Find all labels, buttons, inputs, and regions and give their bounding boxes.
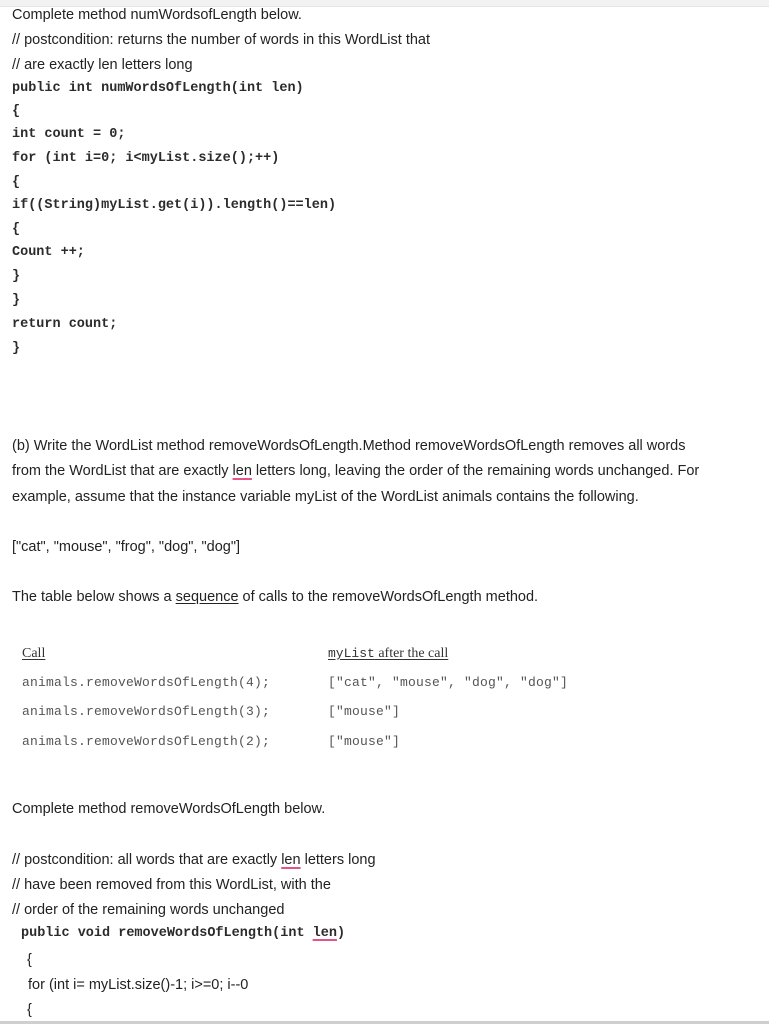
table-header-mylist-after	[328, 645, 448, 663]
code-line: }	[12, 269, 21, 284]
method-signature	[21, 925, 345, 943]
code-line: {	[12, 104, 21, 119]
text-span: The table below shows a	[12, 589, 176, 605]
table-cell-result: ["mouse"]	[328, 704, 401, 719]
part-a-comment-1: // postcondition: returns the number of words in this WordList that	[12, 32, 431, 48]
code-line: }	[12, 341, 21, 356]
text-span: )	[336, 926, 346, 941]
example-list: ["cat", "mouse", "frog", "dog", "dog"]	[12, 539, 240, 555]
table-header-call: Call	[22, 646, 46, 661]
code-brace: {	[27, 952, 32, 968]
text-span: letters long, leaving the order of the remaining words unchanged. For	[251, 463, 700, 479]
code-line: }	[12, 293, 21, 308]
part-b-paragraph-line-3: example, assume that the instance variable myList of the WordList animals contains the following.	[12, 489, 639, 505]
part-b-paragraph-line-1: (b) Write the WordList method removeWordsOfLength.Method removeWordsOfLength removes all words	[12, 438, 686, 454]
part-a-intro: Complete method numWordsofLength below.	[12, 7, 302, 23]
spellcheck-word-len: len	[312, 926, 337, 941]
text-span: from the WordList that are exactly	[12, 463, 233, 479]
code-line: int count = 0;	[12, 127, 126, 142]
code-line: for (int i=0; i<myList.size();++)	[12, 151, 280, 166]
part-a-comment-2: // are exactly len letters long	[12, 57, 193, 73]
part-b2-comment-1	[12, 851, 376, 869]
table-cell-call: animals.removeWordsOfLength(2);	[22, 734, 271, 749]
text-span: myList	[328, 646, 375, 661]
part-b-paragraph-line-2	[12, 462, 699, 480]
part-b2-intro: Complete method removeWordsOfLength below.	[12, 801, 326, 817]
part-b2-comment-2: // have been removed from this WordList, with the	[12, 877, 331, 893]
table-cell-call: animals.removeWordsOfLength(3);	[22, 704, 271, 719]
table-intro	[12, 588, 538, 606]
text-span: // postcondition: all words that are exactly	[12, 852, 282, 868]
code-line: Count ++;	[12, 245, 85, 260]
text-span: after the call	[374, 646, 449, 661]
code-line: {	[12, 222, 21, 237]
code-line: public int numWordsOfLength(int len)	[12, 81, 304, 96]
text-span: public void removeWordsOfLength(int	[21, 926, 313, 941]
code-line: {	[12, 175, 21, 190]
spellcheck-word-len: len	[232, 463, 252, 479]
text-span: of calls to the removeWordsOfLength method.	[238, 589, 539, 605]
code-line: return count;	[12, 317, 118, 332]
part-b2-comment-3: // order of the remaining words unchanged	[12, 902, 285, 918]
for-loop-line: for (int i= myList.size()-1; i>=0; i--0	[28, 977, 249, 993]
sequence-link[interactable]: sequence	[175, 589, 239, 605]
text-span: letters long	[300, 852, 376, 868]
table-cell-result: ["cat", "mouse", "dog", "dog"]	[328, 675, 569, 690]
code-line: if((String)myList.get(i)).length()==len)	[12, 198, 337, 213]
code-brace: {	[27, 1002, 32, 1018]
table-cell-call: animals.removeWordsOfLength(4);	[22, 675, 271, 690]
table-cell-result: ["mouse"]	[328, 734, 401, 749]
spellcheck-word-len: len	[281, 852, 301, 868]
